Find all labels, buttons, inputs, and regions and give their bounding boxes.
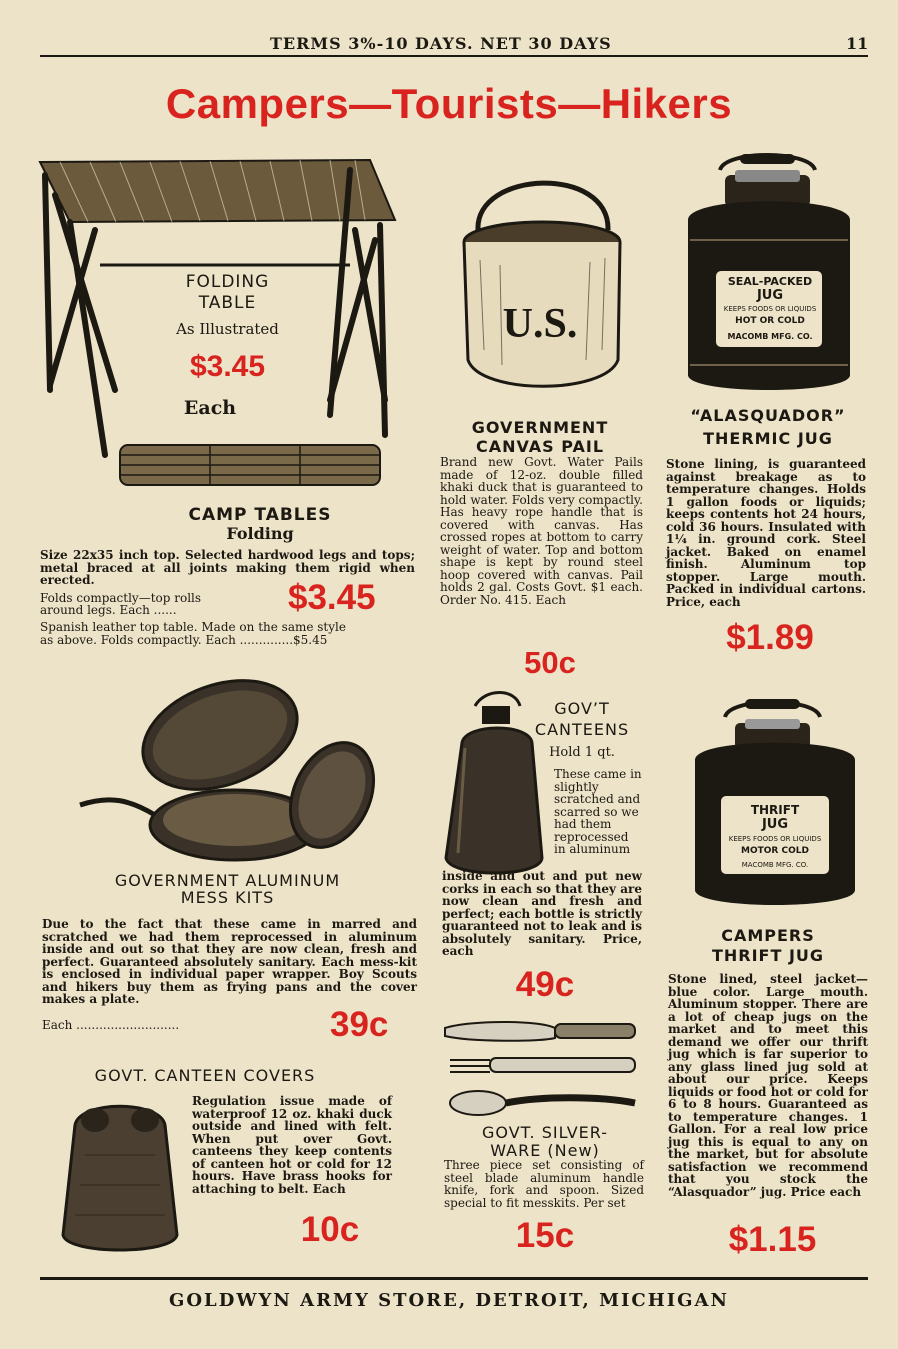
- pail-description: Brand new Govt. Water Pails made of 12-oz. double filled khaki duck that is guaranteed to hold water. Folds very compactly. Has heavy rope handle that is covered with canvas. Has crossed ropes at bottom to carry weight of water. Top and bottom shape is kept by round steel hoop covered with canvas. Pail holds 2 gal. Costs Govt. $1 each. Order No. 415. Each: [440, 455, 643, 607]
- mess-kits-description: Due to the fact that these came in marred and scratched we had them reprocessed in aluminum inside and out so that they are now clean, fresh and perfect. Guaranteed absolutely sanitary. Each mess-kit is enclosed in individual paper wrapper. Boy Scouts and hikers buy them as frying pans and the cover makes a plate.: [42, 917, 417, 1006]
- canteens-heading-1: GOV’T: [554, 699, 610, 718]
- folding-table-price: $3.45: [189, 350, 266, 383]
- mess-kits-each: Each ...........................: [42, 1018, 180, 1032]
- camp-tables-subheading: Folding: [226, 524, 294, 543]
- thrift-jug-label-1: THRIFT: [750, 803, 800, 817]
- mess-kits-price: 39c: [330, 1005, 389, 1044]
- canteen-cover-illustration: [55, 1095, 185, 1255]
- silverware-heading-2: WARE (New): [490, 1141, 600, 1160]
- silverware-illustration: [440, 1018, 640, 1123]
- thermic-jug-price: $1.89: [726, 618, 814, 657]
- camp-tables-folds-1: Folds compactly—top rolls: [40, 591, 202, 605]
- folding-table-label-2: TABLE: [198, 293, 257, 313]
- pail-heading-2: CANVAS PAIL: [475, 437, 605, 456]
- thermic-jug-heading-2: THERMIC JUG: [703, 429, 833, 448]
- thermic-jug-label-1: SEAL-PACKED: [727, 275, 813, 288]
- thermic-jug-heading-1: “ALASQUADOR”: [690, 406, 846, 425]
- pail-price: 50c: [524, 645, 576, 680]
- thrift-jug-heading-1: CAMPERS: [721, 926, 815, 945]
- thermic-jug-label-5: MACOMB MFG. CO.: [727, 332, 813, 341]
- mess-kits-heading-1: GOVERNMENT ALUMINUM: [114, 871, 341, 890]
- page-title: Campers—Tourists—Hikers: [165, 80, 733, 127]
- camp-tables-heading: CAMP TABLES: [188, 505, 332, 525]
- thrift-jug-label-3: KEEPS FOODS OR LIQUIDS: [728, 835, 822, 843]
- spanish-leather-line-1: Spanish leather top table. Made on the same style: [40, 620, 346, 634]
- camp-tables-price: $3.45: [288, 578, 376, 617]
- thermic-jug-label-3: KEEPS FOODS OR LIQUIDS: [723, 305, 817, 313]
- folding-table-label-1: FOLDING: [185, 272, 270, 292]
- thermic-jug-label-2: JUG: [756, 288, 784, 303]
- camp-tables-folds-2: around legs. Each ......: [40, 603, 177, 617]
- canteens-capacity: Hold 1 qt.: [549, 745, 615, 760]
- thrift-jug-heading-2: THRIFT JUG: [711, 946, 825, 965]
- canteen-covers-description: Regulation issue made of waterproof 12 oz. khaki duck outside and lined with felt. When put over Govt. canteens they keep contents of canteen hot or cold for 12 hours. Have brass hooks for attaching to belt. Each: [192, 1094, 392, 1196]
- canteens-description: inside and out and put new corks in each so that they are now clean and fresh and perfect; each bottle is strictly guaranteed not to leak and is absolutely sanitary. Price, each: [442, 869, 642, 958]
- thermic-jug-label-4: HOT OR COLD: [735, 316, 805, 326]
- canvas-pail-illustration: [450, 150, 635, 410]
- mess-kits-illustration: [70, 675, 390, 865]
- canteens-heading-2: CANTEENS: [534, 720, 630, 739]
- silverware-heading-1: GOVT. SILVER-: [481, 1123, 609, 1142]
- pail-us-marking: U.S.: [502, 301, 578, 347]
- thrift-jug-label-2: JUG: [761, 817, 789, 832]
- mess-kits-heading-2: MESS KITS: [180, 888, 275, 907]
- pail-heading-1: GOVERNMENT: [471, 418, 609, 437]
- page-header: [0, 30, 898, 56]
- header-rule: [40, 55, 868, 57]
- thrift-jug-label-5: MACOMB MFG. CO.: [741, 861, 809, 869]
- spanish-leather-line-2: as above. Folds compactly. Each ..............$5.45: [40, 633, 328, 647]
- page-number: 11: [846, 34, 869, 53]
- silverware-description: Three piece set consisting of steel blade aluminum handle knife, fork and spoon. Sized special to fit messkits. Per set: [444, 1158, 644, 1210]
- folding-table-unit: Each: [183, 397, 237, 419]
- thrift-jug-label-4: MOTOR COLD: [741, 846, 809, 856]
- thermic-jug-description: Stone lining, is guaranteed against breakage as to temperature changes. Holds 1 gallon foods or liquids; keeps contents hot 24 hours, cold 36 hours. Insulated with 1¼ in. ground cork. Steel jacket. Baked on enamel finish. Aluminum top stopper. Large mouth. Packed in individual cartons. Price, each: [666, 457, 866, 609]
- store-footer: GOLDWYN ARMY STORE, DETROIT, MICHIGAN: [169, 1290, 729, 1311]
- canteen-covers-heading: GOVT. CANTEEN COVERS: [94, 1066, 316, 1085]
- thrift-jug-price: $1.15: [728, 1220, 817, 1259]
- canteens-description-side: These came in slightly scratched and scarred so we had them reprocessed in aluminum: [554, 767, 642, 856]
- canteen-covers-price: 10c: [300, 1210, 360, 1249]
- terms-text: TERMS 3%-10 DAYS. NET 30 DAYS: [270, 34, 612, 53]
- folding-table-label-3: As Illustrated: [176, 320, 279, 338]
- footer-rule: [40, 1277, 868, 1280]
- camp-tables-description: Size 22x35 inch top. Selected hardwood legs and tops; metal braced at all joints making them rigid when erected.: [40, 548, 415, 587]
- thrift-jug-description: Stone lined, steel jacket—blue color. Large mouth. Aluminum stopper. There are a lot of cheap jugs on the market and to meet this demand we offer our thrift jug which is far superior to any glass lined jug sold at about our price. Keeps liquids or food hot or cold for 6 to 8 hours. Guaranteed as to temperature changes. 1 Gallon. For a real low price jug this is equal to any on the market, but for absolute satisfaction we recommend that you stock the “Alasquador” jug. Price each: [668, 972, 868, 1199]
- silverware-price: 15c: [515, 1216, 575, 1255]
- canteens-price: 49c: [515, 965, 575, 1004]
